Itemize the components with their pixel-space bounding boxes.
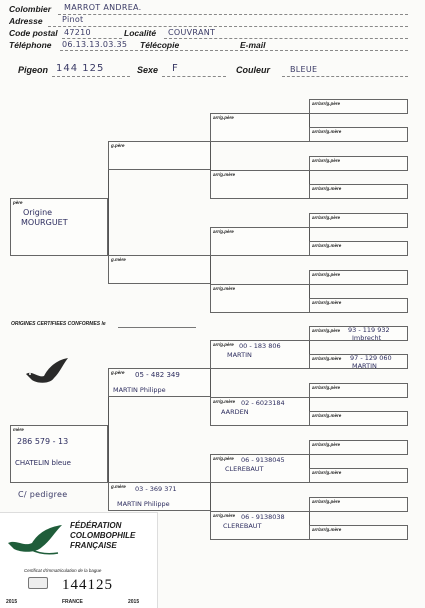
year-right: 2015: [128, 599, 140, 605]
pere-label: père: [13, 200, 23, 205]
code-postal-label: Code postal: [9, 28, 58, 38]
fed-line-3: FRANÇAISE: [70, 541, 117, 550]
upper-arr-3: arr/g.père: [210, 227, 310, 256]
lower-aa-4: arr/arr/g.mère: [309, 411, 408, 426]
gpere1-label: g.père: [111, 143, 125, 148]
pigeon-line: [52, 76, 130, 77]
lower-bracket-6: [309, 455, 310, 468]
upper-aa-3: arr/arr/g.père: [309, 156, 408, 171]
gpere1-box: [108, 141, 211, 170]
lower-bracket-4: [309, 341, 310, 354]
sexe-label: Sexe: [137, 65, 159, 75]
fed-line-1: FÉDÉRATION: [70, 521, 122, 530]
gmere2-ring: 03 - 369 371: [135, 485, 177, 493]
upper-bracket-7: [309, 285, 310, 298]
upper-arr-4: arr/g.mère: [210, 284, 310, 313]
upper-bracket-6: [309, 228, 310, 241]
sexe-value: F: [172, 63, 179, 74]
lower-aa-5: arr/arr/g.père: [309, 440, 408, 455]
pere-name: MOURGUET: [21, 218, 68, 227]
gmere2-label: g.mère: [111, 484, 126, 489]
pigeon-label: Pigeon: [18, 65, 49, 75]
fed-line-2: COLOMBOPHILE: [70, 531, 136, 540]
lower-bracket-1: [108, 397, 109, 482]
lower-aa-8: arr/arr/g.mère: [309, 525, 408, 540]
ring-number: 144125: [62, 577, 113, 593]
upper-bracket-2: [210, 142, 211, 170]
gmere1-label: g.mère: [111, 257, 126, 262]
certificat-label: Certificat d'immatriculation de la bague: [24, 568, 102, 573]
colombier-line: [58, 14, 408, 15]
lower-bracket-3: [210, 483, 211, 511]
mere-label: mère: [13, 427, 24, 432]
lower-aa-7: arr/arr/g.père: [309, 497, 408, 512]
country: FRANCE: [62, 599, 83, 605]
pere-origin: Origine: [23, 208, 53, 217]
pigeon-drawing-icon: [24, 356, 74, 392]
lower-aa-1: arr/arr/g.père 93 - 119 932 Imbrecht: [309, 326, 408, 341]
lower-arr-1: arr/g.père 00 - 183 806 MARTIN: [210, 340, 310, 369]
upper-aa-8: arr/arr/g.mère: [309, 298, 408, 313]
sexe-line: [162, 76, 226, 77]
code-postal-value: 47210: [64, 28, 91, 37]
pigeon-value: 144 125: [56, 63, 105, 74]
upper-bracket-3: [210, 256, 211, 284]
lower-aa-2: arr/arr/g.mère 97 - 129 060 MARTIN: [309, 354, 408, 369]
upper-aa-2: arr/arr/g.mère: [309, 127, 408, 142]
code-postal-line: [62, 38, 122, 39]
localite-line: [164, 38, 408, 39]
upper-aa-1: arr/arr/g.père: [309, 99, 408, 114]
gpere2-name: MARTIN Philippe: [113, 386, 166, 394]
lower-aa-3: arr/arr/g.père: [309, 383, 408, 398]
upper-bracket-5: [309, 171, 310, 184]
lower-aa-6: arr/arr/g.mère: [309, 468, 408, 483]
gpere2-ring: 05 - 482 349: [135, 371, 180, 379]
telephone-value: 06.13.13.03.35: [62, 40, 128, 49]
upper-bracket-4: [309, 114, 310, 127]
gpere2-label: g.père: [111, 370, 125, 375]
upper-arr-2: arr/g.mère: [210, 170, 310, 199]
ring-certificate-card: [0, 512, 158, 608]
upper-aa-4: arr/arr/g.mère: [309, 184, 408, 199]
year-left: 2015: [6, 599, 18, 605]
gmere2-name: MARTIN Philippe: [117, 500, 170, 508]
upper-aa-7: arr/arr/g.père: [309, 270, 408, 285]
gmere2-box: [108, 482, 211, 511]
pedigree-note: C/ pedigree: [18, 490, 68, 499]
upper-aa-5: arr/arr/g.père: [309, 213, 408, 228]
colombier-label: Colombier: [9, 4, 52, 14]
upper-arr-1: arr/g.père: [210, 113, 310, 142]
telephone-line: [60, 50, 408, 51]
localite-label: Localité: [124, 28, 157, 38]
lower-bracket-5: [309, 398, 310, 411]
adresse-line: [48, 26, 408, 27]
gmere1-box: [108, 255, 211, 284]
lower-bracket-7: [309, 512, 310, 525]
lower-arr-4: arr/g.mère 06 - 9138038 CLEREBAUT: [210, 511, 310, 540]
telecopie-label: Télécopie: [140, 40, 180, 50]
lower-bracket-2: [210, 369, 211, 397]
mere-ring: 286 579 - 13: [17, 437, 69, 446]
couleur-value: BLEUE: [290, 65, 318, 74]
localite-value: COUVRANT: [168, 28, 216, 37]
adresse-label: Adresse: [9, 16, 43, 26]
couleur-line: [282, 76, 408, 77]
certified-line: [118, 327, 196, 328]
adresse-value: Pinot: [62, 15, 84, 24]
email-label: E-mail: [240, 40, 266, 50]
upper-aa-6: arr/arr/g.mère: [309, 241, 408, 256]
colombier-value: MARROT ANDREA.: [64, 3, 142, 12]
telephone-label: Téléphone: [9, 40, 52, 50]
pere-box: [10, 198, 108, 256]
couleur-label: Couleur: [236, 65, 271, 75]
mere-box: [10, 425, 108, 483]
upper-bracket-1: [108, 170, 109, 255]
certified-label: ORIGINES CERTIFIEES CONFORMES le: [11, 321, 106, 327]
federation-dove-logo-icon: [6, 523, 64, 557]
gpere2-box: [108, 368, 211, 397]
lower-arr-3: arr/g.père 06 - 9138045 CLEREBAUT: [210, 454, 310, 483]
ring-band-icon: [28, 577, 48, 589]
lower-arr-2: arr/g.mère 02 - 6023184 AARDEN: [210, 397, 310, 426]
mere-name: CHATELIN bleue: [15, 459, 71, 467]
